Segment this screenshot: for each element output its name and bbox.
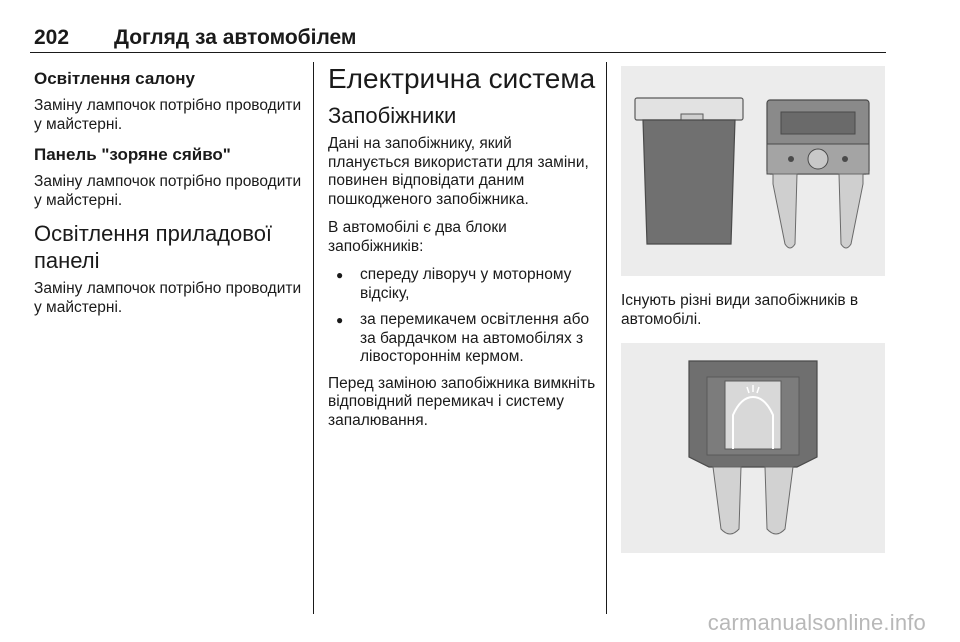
- section-heading-interior-lighting: Освітлення салону: [34, 69, 195, 88]
- fuse-types-figure: [621, 66, 885, 276]
- list-item: ● спереду ліворуч у моторному відсіку,: [328, 266, 596, 303]
- chapter-heading-electrical-system: Електрична система: [328, 63, 596, 94]
- mini-fuse-leg-shape: [765, 467, 793, 534]
- column-left: [34, 62, 302, 327]
- fuse-types-illustration: [621, 66, 885, 276]
- column-divider-1: [313, 62, 314, 614]
- fuse-center-dot-shape: [808, 149, 828, 169]
- section-heading-instrument-lighting: Освітлення приладової панелі: [34, 221, 273, 273]
- fuses-paragraph-3: Перед заміною запобіжника вимкніть відповідний перемикач і систему запалювання.: [328, 374, 596, 429]
- section-text-instrument-lighting: Заміну лампочок потрібно проводити у майстерні.: [34, 280, 302, 316]
- fuses-paragraph-2: В автомобілі є два блоки запобіжників:: [328, 219, 507, 255]
- column-right: [621, 62, 886, 553]
- fuse-body-shape: [643, 120, 735, 244]
- mini-fuse-leg-shape: [713, 467, 741, 534]
- fuse-side-dot-shape: [842, 156, 848, 162]
- fuse-box-list: [328, 266, 596, 367]
- section-heading-fuses: Запобіжники: [328, 103, 457, 128]
- mini-fuse-illustration: [621, 343, 885, 553]
- page-header: [30, 22, 886, 53]
- column-divider-2: [606, 62, 607, 614]
- fuse-side-dot-shape: [788, 156, 794, 162]
- section-text-interior-lighting: Заміну лампочок потрібно проводити у майстерні.: [34, 97, 302, 133]
- page-title: Догляд за автомобілем: [114, 26, 357, 49]
- fuse-window-shape: [781, 112, 855, 134]
- fuses-paragraph-1: Дані на запобіжнику, який планується використати для заміни, повинен відповідати даним пошкодженого запобіжника.: [328, 135, 589, 208]
- page-number: 202: [34, 26, 70, 49]
- column-middle: [328, 62, 596, 440]
- section-heading-starlight-panel: Панель "зоряне сяйво": [34, 145, 231, 164]
- section-text-starlight-panel: Заміну лампочок потрібно проводити у майстерні.: [34, 173, 302, 209]
- watermark: carmanualsonline.info: [707, 610, 926, 635]
- figure-caption: Існують різні види запобіжників в автомобілі.: [621, 292, 859, 328]
- list-item: ● за перемикачем освітлення або за бардачком на автомобілях з лівостороннім кермом.: [328, 311, 596, 367]
- fuse-leg-shape: [773, 174, 797, 248]
- mini-fuse-figure: [621, 343, 885, 553]
- fuse-leg-shape: [839, 174, 863, 248]
